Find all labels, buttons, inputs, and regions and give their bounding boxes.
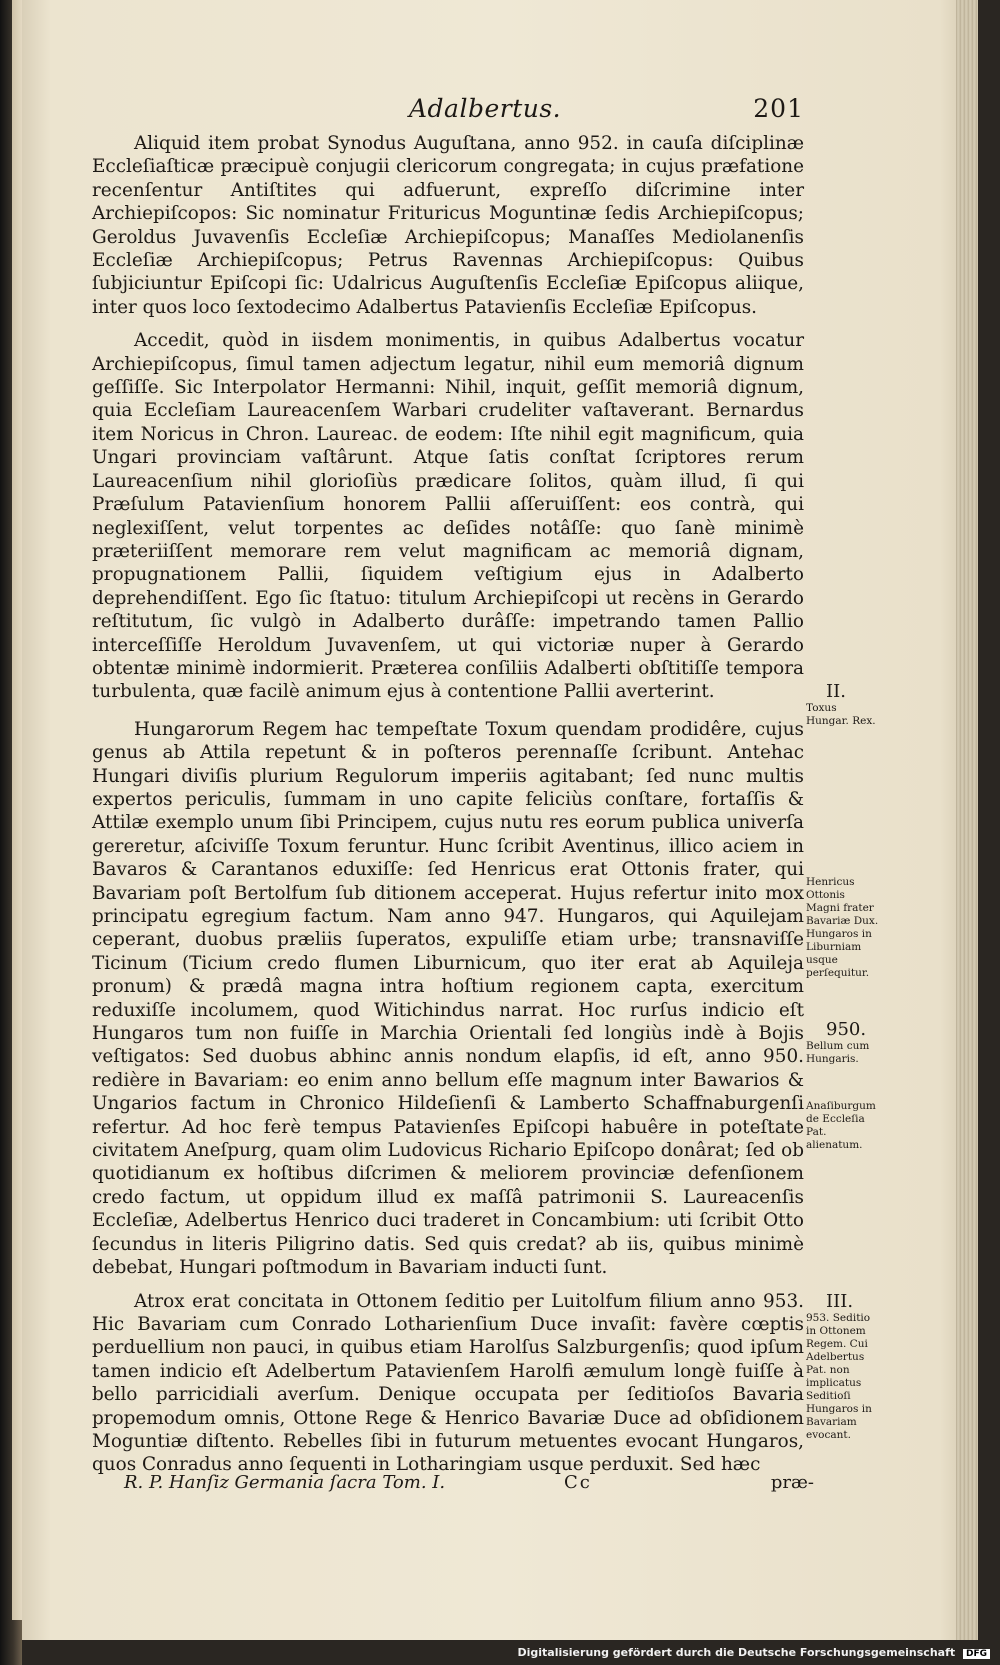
margin-note-number: II. (826, 681, 846, 702)
margin-note (806, 1020, 882, 1066)
margin-note-text: Anaſiburgum de Eccleſia Pat. alienatum. (806, 1100, 876, 1151)
margin-note-text: Toxus Hungar. Rex. (806, 702, 876, 727)
digitization-credit (517, 1646, 990, 1659)
paragraph: Hungarorum Regem hac tempeſtate Toxum quendam prodidêre, cujus genus ab Attila repetunt & in poſteros perennaſſe ſcribunt. Antehac Hungari diviſis plurium Regulorum imperiis agitabant; ſed nunc multis expertos periculis, ſummam in uno capite feliciùs conſtare, fortaſſis & Attilæ exemplo unum ſibi Principem, cujus nutu res eorum publica univerſa gereretur, aſciviſſe Toxum feruntur. Hunc ſcribit Aventinus, illico aciem in Bavaros & Carantanos eduxiſſe: ſed Henricus erat Ottonis frater, qui Bavariam poſt Bertolfum ſub ditionem acceperat. Hujus refertur inito mox principatu egregium factum. Nam anno 947. Hungaros, qui Aquilejam ceperant, duobus præliis ſuperatos, expuliſſe etiam urbe; transnaviſſe Ticinum (Ticium credo flumen Liburnicum, quo iter erat ab Aquileja pronum) & prædâ magna intra hoſtium regionem capta, exercitum reduxiſſe incolumem, quod Witichindus narrat. Hoc rurſus indicio eſt Hungaros tum non fuiſſe in Marchia Orientali ſed longiùs indè à Bojis veſtigatos: Sed duobus abhinc annis nondum elapſis, id eſt, anno 950. redière in Bavariam: eo enim anno bellum eſſe magnum inter Bawarios & Ungarios factum in Chronico Hildeſienſi & Lamberto Schaffnaburgenſi refertur. Ad hoc ferè tempus Patavienſes Epiſcopi habuêre in poteſtate civitatem Aneſpurg, quam olim Ludovicus Richario Epiſcopo donârat; ſed ob quotidianum ex hoſtibus diſcrimen & meliorem provinciæ defenſionem credo factum, ut oppidum illud ex maſſâ patrimonii S. Laureacenſis Eccleſiæ, Adelbertus Henrico duci traderet in Concambium: uti ſcribit Otto ſecundus in literis Piligrino datis. Sed quis credat? ab iis, quibus minimè debebat, Hungari poſtmodum in Bavariam inducti ſunt. (92, 718, 804, 1279)
page-footer (124, 1472, 814, 1502)
signature-mark: Cc (564, 1472, 592, 1493)
margin-note-text: 953. Seditio in Ottonem Regem. Cui Adelbertus Pat. non implicatus Seditioſi Hungaros in Bavariam evocant. (806, 1312, 872, 1441)
paragraph: Atrox erat concitata in Ottonem ſeditio per Luitolfum filium anno 953. Hic Bavariam cum Conrado Lotharienſium Duce invaſit: favère cœptis perduellium non pauci, in quibus etiam Harolſus Salzburgenſis; quod ipſum tamen indicio eſt Adelbertum Patavienſem Harolfi æmulum longè fuiſſe à bello parricidiali averſum. Denique occupata per ſeditioſos Bavaria propemodum omnis, Ottone Rege & Henrico Bavariæ Duce ad obſidionem Moguntiæ diſtento. Rebelles ſibi in futurum metuentes evocant Hungaros, quos Conradus anno ſequenti in Lotharingiam usque perduxit. Sed hæc (92, 1290, 804, 1476)
margin-note-number: III. (826, 1291, 854, 1312)
page-number: 201 (753, 94, 804, 123)
margin-note-text: Bellum cum Hungaris. (806, 1040, 870, 1065)
page-header (124, 94, 804, 132)
margin-note-number: 950. (826, 1019, 867, 1040)
main-text (92, 132, 804, 1487)
catchword: præ- (770, 1472, 814, 1493)
margin-note-text: Henricus Ottonis Magni frater Bavariæ Dux. Hungaros in Liburniam usque perſequitur. (806, 876, 879, 979)
running-title: Adalbertus. (409, 94, 562, 123)
dfg-logo: DFG (963, 1649, 990, 1659)
credit-text: Digitalisierung gefördert durch die Deutsche Forschungsgemeinschaft (517, 1646, 956, 1659)
paragraph: Accedit, quòd in iisdem monimentis, in quibus Adalbertus vocatur Archiepiſcopus, ſimul tamen adjectum legatur, nihil eum memoriâ dignum geſſiſſe. Sic Interpolator Hermanni: Nihil, inquit, geſſit memoriâ dignum, quia Eccleſiam Laureacenſem Warbari crudeliter vaſtaverant. Bernardus item Noricus in Chron. Laureac. de eodem: Iſte nihil egit magnificum, quia Ungari provinciam vaſtârunt. Atque ſatis conſtat ſcriptores rerum Laureacenſium nihil glorioſiùs prædicare ſolitos, quàm illud, ſi qui Præſulum Patavienſium honorem Pallii aſſeruiſſent: eos contrà, qui neglexiſſent, velut torpentes ac deſides notâſſe: quo ſanè minimè præteriiſſent memorare rem velut magnificam ac memoriâ dignam, propugnationem Pallii, ſiquidem veſtigium ejus in Adalberto deprehendiſſent. Ego ſic ſtatuo: titulum Archiepiſcopi ut recèns in Gerardo reſtitutum, ſic vulgò in Adalberto durâſſe: impetrando tamen Pallio interceſſiſſe Heroldum Juvavenſem, ut qui victoriæ nuper à Gerardo obtentæ minimè indormierit. Præterea conſiliis Adalberti obſtitiſſe tempora turbulenta, quæ facilè animum ejus à contentione Pallii averterint. (92, 330, 804, 703)
margin-note (806, 1292, 882, 1442)
book-page (22, 0, 978, 1640)
margin-note (806, 876, 882, 980)
margin-note (806, 1100, 882, 1152)
paragraph: Aliquid item probat Synodus Auguſtana, anno 952. in cauſa diſciplinæ Eccleſiaſticæ præcipuè conjugii clericorum congregata; in cujus præfatione recenſentur Antiſtites qui adfuerunt, expreſſo diſcrimine inter Archiepiſcopos: Sic nominatur Frituricus Moguntinæ ſedis Archiepiſcopus; Geroldus Juvavenſis Eccleſiæ Archiepiſcopus; Manaſſes Mediolanenſis Eccleſiæ Archiepiſcopus; Petrus Ravennas Archiepiſcopus: Quibus ſubjiciuntur Epiſcopi ſic: Udalricus Auguſtenſis Eccleſiæ Epiſcopus aliique, inter quos loco ſextodecimo Adalbertus Patavienſis Eccleſiæ Epiſcopus. (92, 133, 804, 318)
page-stack-edge (956, 0, 978, 1640)
margin-note (806, 682, 882, 728)
signature-line: R. P. Hanſiz Germania ſacra Tom. I. (124, 1472, 446, 1493)
